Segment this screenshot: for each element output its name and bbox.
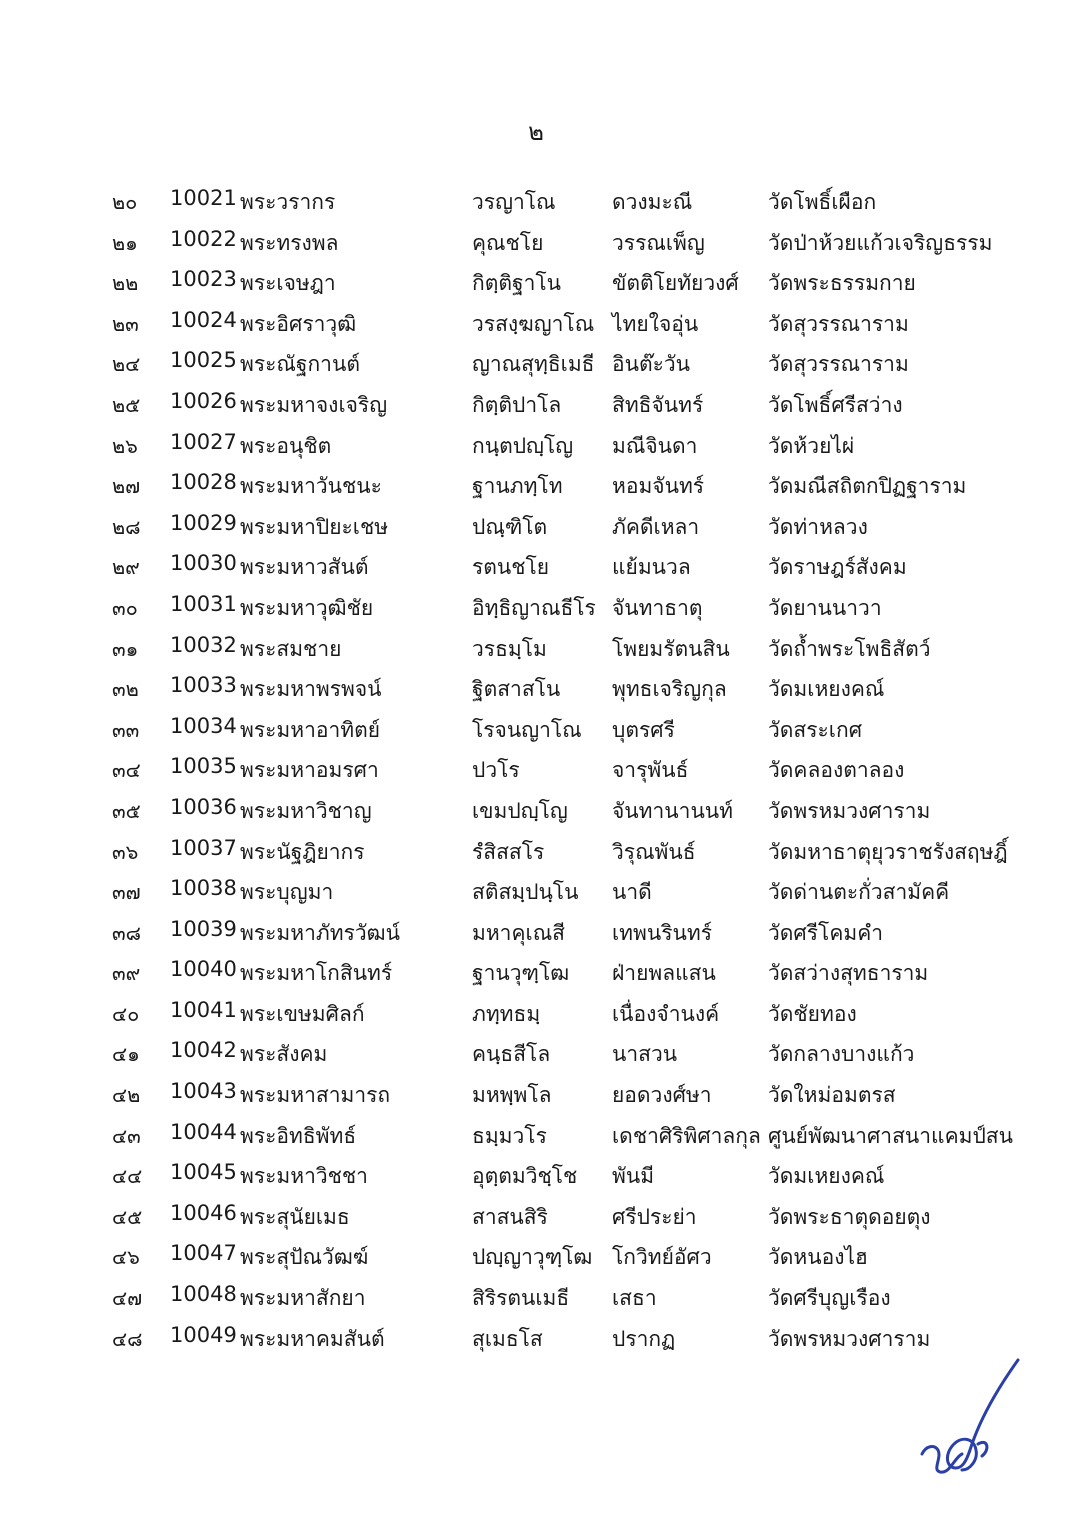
temple: วัดพรหมวงศาราม — [768, 798, 931, 823]
pali-name: รํสิสสโร — [472, 839, 545, 864]
table-row — [0, 1116, 1072, 1157]
monk-name: พระนัฐฎิยากร — [240, 839, 365, 864]
row-number: ๓๐ — [112, 595, 138, 620]
pali-name: คุณชโย — [472, 230, 544, 255]
temple: วัดราษฎร์สังคม — [768, 555, 907, 580]
pali-name: ฐิตสาสโน — [472, 677, 561, 702]
row-number: ๓๒ — [112, 677, 139, 702]
pali-name: มหพฺพโล — [472, 1083, 552, 1108]
table-row — [0, 588, 1072, 629]
table-row — [0, 669, 1072, 710]
surname: ยอดวงศ์ษา — [612, 1083, 712, 1108]
table-row — [0, 426, 1072, 467]
monk-name: พระมหาพรพจน์ — [240, 677, 382, 702]
table-row — [0, 385, 1072, 426]
monk-name: พระมหาสักยา — [240, 1286, 366, 1311]
row-number: ๓๘ — [112, 920, 142, 945]
monk-name: พระวรากร — [240, 190, 336, 214]
student-id: 10031 — [170, 591, 237, 616]
temple: วัดสว่างสุทธาราม — [768, 961, 929, 986]
table-row — [0, 791, 1072, 832]
surname: นาดี — [612, 880, 652, 905]
pali-name: ภทฺทธมฺ — [472, 1001, 541, 1026]
student-id: 10035 — [170, 754, 237, 779]
monk-name: พระมหาวันชนะ — [240, 474, 382, 499]
temple: วัดสุวรรณาราม — [768, 352, 909, 377]
surname: พุทธเจริญกุล — [612, 677, 727, 702]
monk-name: พระสมชาย — [240, 636, 342, 661]
student-id: 10049 — [170, 1322, 237, 1347]
pali-name: สาสนสิริ — [472, 1204, 548, 1229]
surname: บุตรศรี — [612, 717, 675, 742]
student-id: 10034 — [170, 713, 237, 738]
table-row — [0, 466, 1072, 507]
surname: ไทยใจอุ่น — [612, 311, 699, 336]
table-row — [0, 1034, 1072, 1075]
temple: วัดโพธิ์เผือก — [768, 190, 877, 214]
monk-name: พระสุปัณวัฒฆ์ — [240, 1245, 369, 1270]
row-number: ๓๙ — [112, 961, 141, 986]
row-number: ๒๑ — [112, 230, 138, 255]
table-row — [0, 223, 1072, 264]
monk-name: พระมหาอาทิตย์ — [240, 717, 381, 742]
monk-name: พระมหาวุฒิชัย — [240, 595, 374, 620]
monk-name: พระสังคม — [240, 1042, 328, 1067]
table-row — [0, 182, 1072, 223]
temple: วัดป่าห้วยแก้วเจริญธรรม — [768, 230, 993, 255]
pali-name: อิทฺธิญาณธีโร — [472, 595, 596, 620]
monk-name: พระบุญมา — [240, 880, 334, 905]
surname: เทพนรินทร์ — [612, 920, 712, 945]
table-row — [0, 1075, 1072, 1116]
student-id: 10030 — [170, 551, 237, 576]
pali-name: สติสมฺปนฺโน — [472, 880, 579, 905]
student-id: 10038 — [170, 876, 237, 901]
surname: วรรณเพ็ญ — [612, 230, 705, 255]
pali-name: สิริรตนเมธี — [472, 1286, 570, 1311]
surname: จารุพันธ์ — [612, 758, 689, 783]
monk-name: พระมหาโกสินทร์ — [240, 961, 393, 986]
table-row — [0, 507, 1072, 548]
pali-name: ปญฺญาวุฑฺโฒ — [472, 1245, 593, 1270]
pali-name: มหาคุเณสี — [472, 920, 566, 945]
surname: แย้มนวล — [612, 555, 691, 580]
temple: วัดศรีบุญเรือง — [768, 1286, 891, 1311]
pali-name: เขมปญฺโญ — [472, 798, 568, 823]
row-number: ๓๗ — [112, 880, 141, 905]
student-id: 10026 — [170, 388, 237, 413]
surname: พันมี — [612, 1164, 655, 1189]
table-row — [0, 872, 1072, 913]
monk-name: พระอิทธิพัทธ์ — [240, 1123, 357, 1148]
student-id: 10025 — [170, 348, 237, 373]
monk-name: พระมหาจงเจริญ — [240, 392, 388, 417]
monk-name: พระมหาวิชชา — [240, 1164, 368, 1189]
surname: อินต๊ะวัน — [612, 352, 691, 377]
table-row — [0, 629, 1072, 670]
student-id: 10036 — [170, 794, 237, 819]
student-id: 10029 — [170, 510, 237, 535]
row-number: ๒๐ — [112, 190, 138, 214]
monk-name: พระมหาภัทรวัฒน์ — [240, 920, 400, 945]
monk-name: พระณัฐกานต์ — [240, 352, 360, 377]
surname: เดชาศิริพิศาลกุล — [612, 1123, 761, 1148]
surname: ปรากฏ — [612, 1326, 676, 1351]
temple: วัดยานนาวา — [768, 595, 882, 620]
temple: วัดห้วยไผ่ — [768, 433, 855, 458]
temple: วัดกลางบางแก้ว — [768, 1042, 915, 1067]
surname: สิทธิจันทร์ — [612, 392, 704, 417]
temple: วัดสุวรรณาราม — [768, 311, 909, 336]
surname: นาสวน — [612, 1042, 678, 1067]
student-id: 10039 — [170, 916, 237, 941]
table-row — [0, 304, 1072, 345]
student-id: 10028 — [170, 470, 237, 495]
surname: หอมจันทร์ — [612, 474, 705, 499]
row-number: ๒๗ — [112, 474, 141, 499]
row-number: ๔๕ — [112, 1204, 143, 1229]
temple: วัดถ้ำพระโพธิสัตว์ — [768, 636, 931, 661]
surname: ดวงมะณี — [612, 190, 693, 214]
temple: วัดพรหมวงศาราม — [768, 1326, 931, 1351]
row-number: ๒๕ — [112, 392, 141, 417]
surname: ขัตติโยทัยวงศ์ — [612, 271, 739, 296]
table-row — [0, 994, 1072, 1035]
row-number: ๒๘ — [112, 514, 141, 539]
student-id: 10022 — [170, 226, 237, 251]
student-id: 10043 — [170, 1079, 237, 1104]
pali-name: อุตฺตมวิชฺโช — [472, 1164, 578, 1189]
row-number: ๒๙ — [112, 555, 140, 580]
table-row — [0, 1156, 1072, 1197]
row-number: ๔๔ — [112, 1164, 143, 1189]
row-number: ๓๓ — [112, 717, 140, 742]
temple: วัดชัยทอง — [768, 1001, 857, 1026]
row-number: ๒๔ — [112, 352, 141, 377]
table-row — [0, 750, 1072, 791]
monk-name: พระมหาปิยะเชษ — [240, 514, 389, 539]
student-id: 10046 — [170, 1200, 237, 1225]
pali-name: ปวโร — [472, 758, 520, 783]
pali-name: กิตฺติฐาโน — [472, 271, 562, 296]
student-id: 10045 — [170, 1160, 237, 1185]
temple: วัดด่านตะกั่วสามัคคี — [768, 880, 950, 905]
student-id: 10037 — [170, 835, 237, 860]
temple: วัดมเหยงคณ์ — [768, 677, 885, 702]
student-id: 10041 — [170, 997, 237, 1022]
student-id: 10040 — [170, 957, 237, 982]
temple: วัดใหม่อมตรส — [768, 1083, 896, 1108]
row-number: ๔๑ — [112, 1042, 140, 1067]
temple: วัดท่าหลวง — [768, 514, 868, 539]
pali-name: สุเมธโส — [472, 1326, 543, 1351]
pali-name: กิตฺติปาโล — [472, 392, 562, 417]
surname: จันทาธาตุ — [612, 595, 703, 620]
temple: วัดคลองตาลอง — [768, 758, 905, 783]
monk-name: พระอิศราวุฒิ — [240, 311, 357, 336]
page-number: ๒ — [528, 118, 544, 146]
monk-name: พระสุนัยเมธ — [240, 1204, 350, 1229]
student-id: 10048 — [170, 1282, 237, 1307]
pali-name: วรญาโณ — [472, 190, 556, 214]
monk-name: พระเจษฎา — [240, 271, 336, 296]
temple: วัดหนองไฮ — [768, 1245, 868, 1270]
student-id: 10021 — [170, 186, 237, 210]
row-number: ๔๓ — [112, 1123, 141, 1148]
row-number: ๓๕ — [112, 798, 141, 823]
surname: จันทานานนท์ — [612, 798, 733, 823]
student-id: 10042 — [170, 1038, 237, 1063]
pali-name: วรธมฺโม — [472, 636, 547, 661]
pali-name: ญาณสุทฺธิเมธี — [472, 352, 595, 377]
table-row — [0, 953, 1072, 994]
pali-name: ธมฺมวโร — [472, 1123, 547, 1148]
monk-name: พระมหาวิชาญ — [240, 798, 372, 823]
surname: เสธา — [612, 1286, 657, 1311]
student-id: 10032 — [170, 632, 237, 657]
monk-name: พระอนุชิต — [240, 433, 332, 458]
table-row — [0, 1237, 1072, 1278]
row-number: ๓๑ — [112, 636, 139, 661]
table-row — [0, 344, 1072, 385]
surname: ศรีประย่า — [612, 1204, 697, 1229]
table-row — [0, 710, 1072, 751]
pali-name: รตนชโย — [472, 555, 550, 580]
temple: ศูนย์พัฒนาศาสนาแคมป์สน — [768, 1123, 1013, 1148]
pali-name: ฐานภทฺโท — [472, 474, 563, 499]
table-row — [0, 832, 1072, 873]
row-number: ๒๒ — [112, 271, 139, 296]
student-id: 10023 — [170, 267, 237, 292]
surname: วิรุณพันธ์ — [612, 839, 696, 864]
temple: วัดโพธิ์ศรีสว่าง — [768, 392, 903, 417]
temple: วัดพระธรรมกาย — [768, 271, 916, 296]
table-row — [0, 263, 1072, 304]
student-id: 10033 — [170, 673, 237, 698]
monk-name: พระมหาสามารถ — [240, 1083, 391, 1108]
temple: วัดมณีสถิตกปิฏฐาราม — [768, 474, 967, 499]
signature — [918, 1358, 1028, 1478]
pali-name: วรสงฺฆญาโณ — [472, 311, 595, 336]
temple: วัดสระเกศ — [768, 717, 863, 742]
row-number: ๔๐ — [112, 1001, 140, 1026]
row-number: ๔๘ — [112, 1326, 143, 1351]
row-number: ๔๗ — [112, 1286, 143, 1311]
surname: ฝ่ายพลแสน — [612, 961, 716, 986]
row-number: ๒๓ — [112, 311, 139, 336]
pali-name: กนฺตปญฺโญ — [472, 433, 574, 458]
table-row — [0, 547, 1072, 588]
pali-name: คนฺธสีโล — [472, 1042, 551, 1067]
surname: มณีจินดา — [612, 433, 698, 458]
surname: ภัคดีเหลา — [612, 514, 700, 539]
monk-name: พระทรงพล — [240, 230, 339, 255]
temple: วัดศรีโคมคำ — [768, 920, 884, 945]
surname: โกวิทย์อัศว — [612, 1245, 712, 1270]
pali-name: โรจนญาโณ — [472, 717, 582, 742]
table-row — [0, 1278, 1072, 1319]
temple: วัดมเหยงคณ์ — [768, 1164, 885, 1189]
surname: โพยมรัตนสิน — [612, 636, 730, 661]
student-id: 10024 — [170, 307, 237, 332]
row-number: ๓๖ — [112, 839, 139, 864]
student-id: 10047 — [170, 1241, 237, 1266]
student-id: 10044 — [170, 1119, 237, 1144]
monk-list — [0, 182, 1072, 1359]
monk-name: พระเขษมศิลก์ — [240, 1001, 365, 1026]
student-id: 10027 — [170, 429, 237, 454]
row-number: ๓๔ — [112, 758, 141, 783]
monk-name: พระมหาคมสันต์ — [240, 1326, 385, 1351]
table-row — [0, 913, 1072, 954]
row-number: ๔๖ — [112, 1245, 140, 1270]
temple: วัดพระธาตุดอยตุง — [768, 1204, 931, 1229]
table-row — [0, 1197, 1072, 1238]
row-number: ๔๒ — [112, 1083, 141, 1108]
row-number: ๒๖ — [112, 433, 138, 458]
table-row — [0, 1319, 1072, 1360]
surname: เนื่องจำนงค์ — [612, 1001, 720, 1026]
monk-name: พระมหาวสันต์ — [240, 555, 369, 580]
pali-name: ฐานวุฑฺโฒ — [472, 961, 570, 986]
pali-name: ปณฺฑิโต — [472, 514, 548, 539]
temple: วัดมหาธาตุยุวราชรังสฤษฎิ์ — [768, 839, 1008, 864]
monk-name: พระมหาอมรศา — [240, 758, 379, 783]
